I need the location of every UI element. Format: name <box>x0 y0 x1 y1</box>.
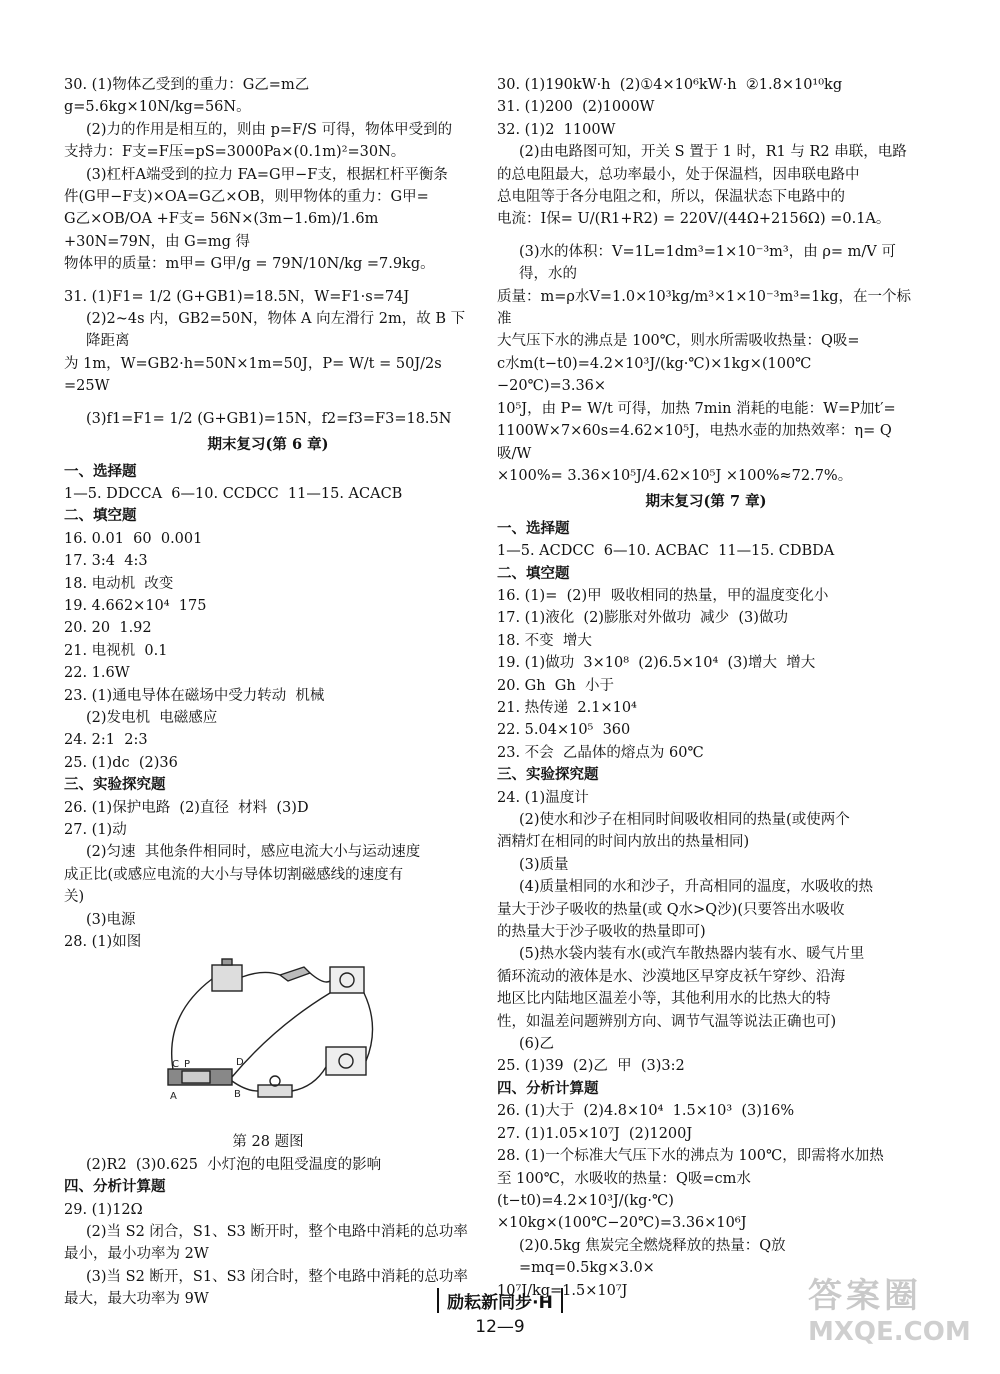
page-number: 12—9 <box>475 1317 525 1337</box>
answer-line: c水m(t−t0)=4.2×10³J/(kg·℃)×1kg×(100℃−20℃)=3.36× <box>497 355 812 395</box>
answer-line: 29. (1)12Ω <box>64 1201 143 1218</box>
answer-line: 1—5. DDCCA 6—10. CCDCC 11—15. ACACB <box>64 485 403 502</box>
answer-line: 22. 5.04×10⁵ 360 <box>497 722 631 739</box>
section-heading: 二、填空题 <box>497 564 570 582</box>
answer-line: 32. (1)2 1100W <box>497 121 616 138</box>
answer-line: 大气压下水的沸点是 100℃，则水所需吸收热量：Q吸= <box>497 333 860 350</box>
answer-line: 1100W×7×60s=4.62×10⁵J，电热水壶的加热效率：η= Q吸/W <box>497 423 892 462</box>
answer-line: 电流：I保= U/(R1+R2) = 220V/(44Ω+2156Ω) =0.1A。 <box>497 211 891 228</box>
answer-line: 循环流动的液体是水、沙漠地区早穿皮袄午穿纱、沿海 <box>497 968 845 985</box>
answer-line: 31. (1)F1= 1/2 (G+GB1)=18.5N，W=F1·s=74J <box>64 288 410 305</box>
answer-line: 24. 2:1 2:3 <box>64 732 148 749</box>
answer-line: (2)0.5kg 焦炭完全燃烧释放的热量：Q放=mq=0.5kg×3.0× <box>519 1237 786 1277</box>
answer-line: G乙×OB/OA +F支= 56N×(3m−1.6m)/1.6m +30N=79N，由 G=mg 得 <box>64 211 383 250</box>
answer-line: 24. (1)温度计 <box>497 789 589 806</box>
spacer <box>497 231 915 241</box>
section-heading: 四、分析计算题 <box>497 1079 599 1097</box>
answer-line: 27. (1)1.05×10⁷J (2)1200J <box>497 1125 693 1142</box>
section-heading: 四、分析计算题 <box>64 1178 166 1196</box>
answer-line: 21. 热传递 2.1×10⁴ <box>497 699 637 716</box>
svg-text:P: P <box>184 1059 191 1071</box>
watermark-url: MXQE.COM <box>808 1317 971 1347</box>
answer-line: 16. 0.01 60 0.001 <box>64 530 203 547</box>
figure-caption: 第 28 题图 <box>232 1134 304 1151</box>
answer-line: 最小，最小功率为 2W <box>64 1246 209 1263</box>
answer-line: 28. (1)一个标准大气压下水的沸点为 100℃，即需将水加热 <box>497 1148 884 1165</box>
answer-line: 31. (1)200 (2)1000W <box>497 99 655 116</box>
answer-line: 性，如温差问题辨别方向、调节气温等说法正确也可) <box>497 1013 837 1030</box>
answer-line: 22. 1.6W <box>64 665 130 682</box>
answer-line: 19. (1)做功 3×10⁸ (2)6.5×10⁴ (3)增大 增大 <box>497 655 816 672</box>
svg-text:A: A <box>170 1091 177 1103</box>
section-heading: 三、实验探究题 <box>64 776 166 794</box>
answer-line: 18. 不变 增大 <box>497 632 592 649</box>
answer-line: 18. 电动机 改变 <box>64 575 174 592</box>
answer-line: (4)质量相同的水和沙子，升高相同的温度，水吸收的热 <box>519 879 874 896</box>
answer-line: 26. (1)保护电路 (2)直径 材料 (3)D <box>64 799 309 816</box>
answer-line: 的总电阻最大，总功率最小，处于保温档，因串联电路中 <box>497 166 860 183</box>
circuit-figure <box>64 957 472 1129</box>
answer-line: 27. (1)动 <box>64 822 127 838</box>
answer-line: ×10kg×(100℃−20℃)=3.36×10⁶J <box>497 1215 747 1232</box>
answer-line: (2)R2 (3)0.625 小灯泡的电阻受温度的影响 <box>86 1156 382 1173</box>
answer-line: 26. (1)大于 (2)4.8×10⁴ 1.5×10³ (3)16% <box>497 1103 795 1120</box>
answer-line: 总电阻等于各分电阻之和，所以，保温状态下电路中的 <box>497 189 845 206</box>
answer-line: 质量：m=ρ水V=1.0×10³kg/m³×1×10⁻³m³=1kg，在一个标准 <box>497 288 911 328</box>
answer-line: (6)乙 <box>519 1036 555 1053</box>
chapter-title: 期末复习(第 7 章) <box>645 493 767 511</box>
answer-line: 1—5. ACDCC 6—10. ACBAC 11—15. CDBDA <box>497 543 835 560</box>
answer-line: (3)质量 <box>519 856 569 873</box>
chapter-title: 期末复习(第 6 章) <box>207 436 329 454</box>
answer-line: 30. (1)物体乙受到的重力：G乙=m乙g=5.6kg×10N/kg=56N。 <box>64 77 310 116</box>
answer-line: 17. (1)液化 (2)膨胀对外做功 减少 (3)做功 <box>497 610 788 627</box>
answer-line: 20. 20 1.92 <box>64 620 152 637</box>
answer-line: 30. (1)190kW·h (2)①4×10⁶kW·h ②1.8×10¹⁰kg <box>497 77 843 93</box>
answer-line: 10⁵J，由 P= W/t 可得，加热 7min 消耗的电能：W=P加t′= <box>497 400 896 417</box>
answer-line: 的热量大于沙子吸收的热量即可) <box>497 924 706 941</box>
spacer <box>64 398 472 408</box>
answer-line: 25. (1)39 (2)乙 甲 (3)3:2 <box>497 1058 685 1075</box>
answer-line: (3)杠杆A端受到的拉力 FA=G甲−F支，根据杠杆平衡条 <box>86 166 448 183</box>
answer-line: 21. 电视机 0.1 <box>64 642 168 659</box>
answer-line: 20. Gh Gh 小于 <box>497 677 614 694</box>
svg-text:C: C <box>172 1059 179 1071</box>
right-column <box>497 74 915 1302</box>
answer-line: (2)匀速 其他条件相同时，感应电流大小与运动速度 <box>86 844 421 861</box>
answer-line: (2)力的作用是相互的，则由 p=F/S 可得，物体甲受到的 <box>86 121 453 138</box>
section-heading: 一、选择题 <box>497 519 570 537</box>
answer-line: (2)发电机 电磁感应 <box>86 709 218 726</box>
answer-line: (2)当 S2 闭合，S1、S3 断开时，整个电路中消耗的总功率 <box>86 1224 468 1241</box>
answer-line: 最大，最大功率为 9W <box>64 1291 209 1308</box>
answer-line: 地区比内陆地区温差小等，其他利用水的比热大的特 <box>497 991 831 1008</box>
answer-line: (3)水的体积：V=1L=1dm³=1×10⁻³m³，由 ρ= m/V 可得，水的 <box>519 243 896 283</box>
svg-text:D: D <box>236 1057 244 1069</box>
answer-line: 酒精灯在相同的时间内放出的热量相同) <box>497 834 750 851</box>
answer-line: 23. 不会 乙晶体的熔点为 60℃ <box>497 744 704 761</box>
answer-line: 19. 4.662×10⁴ 175 <box>64 597 207 614</box>
circuit-diagram-icon <box>154 957 384 1125</box>
answer-line: 支持力：F支=F压=pS=3000Pa×(0.1m)²=30N。 <box>64 144 406 161</box>
answer-line: 量大于沙子吸收的热量(或 Q水>Q沙)(只要答出水吸收 <box>497 901 845 918</box>
answer-line: 成正比(或感应电流的大小与导体切割磁感线的速度有 <box>64 866 404 883</box>
answer-line: 17. 3:4 4:3 <box>64 553 148 570</box>
answer-line: 23. (1)通电导体在磁场中受力转动 机械 <box>64 687 325 704</box>
answer-line: 关) <box>64 889 85 906</box>
answer-line: (2)由电路图可知，开关 S 置于 1 时，R1 与 R2 串联，电路 <box>519 144 907 161</box>
section-heading: 二、填空题 <box>64 507 137 525</box>
answer-line: 16. (1)= (2)甲 吸收相同的热量，甲的温度变化小 <box>497 587 829 604</box>
answer-line: 28. (1)如图 <box>64 934 142 951</box>
watermark-title: 答案圈 <box>808 1276 922 1316</box>
answer-line: (3)f1=F1= 1/2 (G+GB1)=15N，f2=f3=F3=18.5N <box>86 410 452 427</box>
spacer <box>64 276 472 286</box>
answer-line: (2)2~4s 内，GB2=50N，物体 A 向左滑行 2m，故 B 下降距离 <box>86 311 466 350</box>
svg-text:B: B <box>234 1089 241 1101</box>
answer-line: 为 1m，W=GB2·h=50N×1m=50J，P= W/t = 50J/2s =25W <box>64 355 447 395</box>
section-heading: 三、实验探究题 <box>497 766 599 784</box>
watermark <box>808 1268 978 1348</box>
answer-line: 件(G甲−F支)×OA=G乙×OB，则甲物体的重力：G甲= <box>64 189 429 206</box>
answer-line: ×100%= 3.36×10⁵J/4.62×10⁵J ×100%≈72.7%。 <box>497 467 853 484</box>
answer-line: 10⁷J/kg=1.5×10⁷J <box>497 1282 628 1299</box>
answer-line: (3)当 S2 断开，S1、S3 闭合时，整个电路中消耗的总功率 <box>86 1268 468 1285</box>
answer-line: 至 100℃，水吸收的热量：Q吸=cm水(t−t0)=4.2×10³J/(kg·℃) <box>497 1170 751 1209</box>
answer-line: 25. (1)dc (2)36 <box>64 754 178 771</box>
answer-line: (2)使水和沙子在相同时间吸收相同的热量(或使两个 <box>519 812 850 828</box>
answer-line: 物体甲的质量：m甲= G甲/g = 79N/10N/kg =7.9kg。 <box>64 256 435 273</box>
brand-logo: 励耘新同步·H <box>437 1288 563 1313</box>
answer-line: (5)热水袋内装有水(或汽车散热器内装有水、暖气片里 <box>519 946 865 963</box>
section-heading: 一、选择题 <box>64 462 137 480</box>
left-column <box>64 74 472 1311</box>
answer-line: (3)电源 <box>86 911 136 928</box>
